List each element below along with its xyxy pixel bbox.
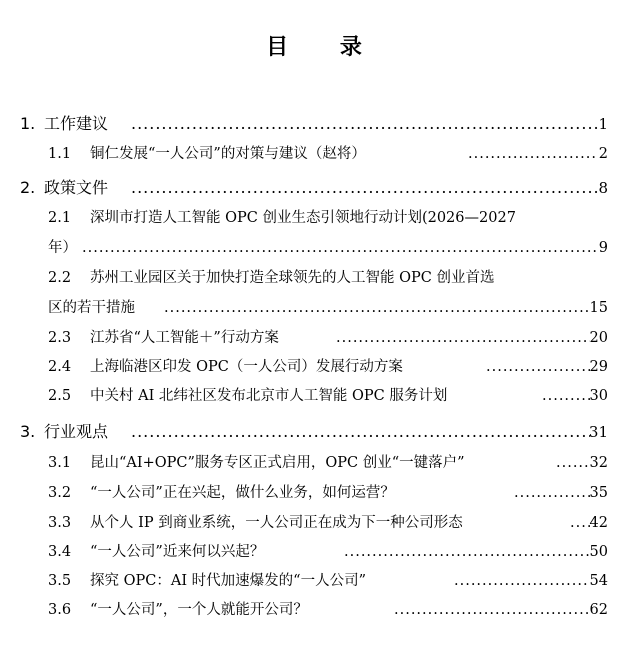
toc-page: 31	[588, 423, 608, 441]
toc-leader	[570, 511, 590, 535]
toc-number: 1.	[20, 114, 36, 133]
toc-label: 政策文件	[44, 178, 109, 197]
toc-entry-2-5[interactable]	[0, 384, 628, 408]
toc-leader	[131, 176, 598, 200]
toc-number: 2.	[20, 178, 36, 197]
toc-leader	[542, 384, 590, 408]
toc-entry-2-2-cont[interactable]	[0, 296, 628, 320]
toc-entry-3-6[interactable]	[0, 598, 628, 622]
toc-page: 15	[589, 300, 608, 316]
toc-number: 3.1	[48, 455, 72, 471]
toc-page: 20	[589, 330, 608, 346]
toc-page: 1	[598, 115, 608, 133]
toc-page: 2	[598, 146, 608, 162]
toc-number: 3.2	[48, 485, 72, 501]
toc-leader	[486, 355, 590, 379]
toc-label-continued: 区的若干措施	[48, 300, 135, 316]
toc-leader	[344, 540, 590, 564]
toc-number: 2.5	[48, 388, 72, 404]
toc-number: 2.1	[48, 210, 72, 226]
toc-label: 中关村 AI 北纬社区发布北京市人工智能 OPC 服务计划	[90, 388, 448, 404]
toc-entry-2-2[interactable]	[0, 266, 628, 290]
toc-entry-1-1[interactable]	[0, 142, 628, 166]
toc-label: 昆山“AI+OPC”服务专区正式启用，OPC 创业“一键落户”	[90, 455, 465, 471]
toc-number: 2.2	[48, 270, 72, 286]
toc-entry-1[interactable]	[0, 112, 628, 136]
toc-page: 54	[589, 573, 608, 589]
toc-number: 3.	[20, 422, 36, 441]
toc-page: 9	[598, 240, 608, 256]
toc-label: “一人公司”近来何以兴起？	[90, 544, 265, 560]
toc-page: 42	[589, 515, 608, 531]
toc-entry-2-4[interactable]	[0, 355, 628, 379]
toc-entry-2[interactable]	[0, 176, 628, 200]
toc-label: 从个人 IP 到商业系统，一人公司正在成为下一种公司形态	[90, 515, 463, 531]
toc-label: 铜仁发展“一人公司”的对策与建议（赵将）	[90, 146, 366, 162]
toc-number: 3.6	[48, 602, 72, 618]
toc-leader	[514, 481, 590, 505]
toc-leader	[556, 451, 590, 475]
toc-page: 8	[598, 179, 608, 197]
toc-page: 30	[589, 388, 608, 404]
toc-label: “一人公司”，一个人就能开公司？	[90, 602, 308, 618]
toc-leader	[454, 569, 590, 593]
toc-page: 62	[589, 602, 608, 618]
toc-entry-2-3[interactable]	[0, 326, 628, 350]
toc-label: “一人公司”正在兴起，做什么业务，如何运营？	[90, 485, 395, 501]
toc-number: 2.3	[48, 330, 72, 346]
toc-leader	[131, 112, 598, 136]
toc-label: 深圳市打造人工智能 OPC 创业生态引领地行动计划(2026—2027	[90, 210, 516, 226]
toc-number: 3.5	[48, 573, 72, 589]
toc-leader	[131, 420, 590, 444]
toc-leader	[336, 326, 590, 350]
toc-label: 探究 OPC：AI 时代加速爆发的“一人公司”	[90, 573, 366, 589]
toc-entry-3[interactable]	[0, 420, 628, 444]
toc-page: 32	[589, 455, 608, 471]
toc-label: 工作建议	[44, 114, 109, 133]
toc-number: 3.4	[48, 544, 72, 560]
toc-entry-2-1-cont[interactable]	[0, 236, 628, 260]
toc-number: 1.1	[48, 146, 72, 162]
toc-leader	[468, 142, 598, 166]
toc-entry-3-4[interactable]	[0, 540, 628, 564]
toc-entry-3-5[interactable]	[0, 569, 628, 593]
toc-number: 3.3	[48, 515, 72, 531]
toc-entry-3-2[interactable]	[0, 481, 628, 505]
toc-leader	[82, 236, 598, 260]
toc-leader	[164, 296, 590, 320]
toc-label: 上海临港区印发 OPC（一人公司）发展行动方案	[90, 359, 403, 375]
toc-label: 江苏省“人工智能＋”行动方案	[90, 330, 279, 346]
toc-label: 行业观点	[44, 422, 109, 441]
toc-number: 2.4	[48, 359, 72, 375]
toc-entry-3-1[interactable]	[0, 451, 628, 475]
toc-page: 50	[589, 544, 608, 560]
toc-entry-3-3[interactable]	[0, 511, 628, 535]
toc-title: 目 录	[266, 35, 384, 60]
toc-label: 苏州工业园区关于加快打造全球领先的人工智能 OPC 创业首选	[90, 270, 495, 286]
toc-entry-2-1[interactable]	[0, 206, 628, 230]
toc-page: 29	[589, 359, 608, 375]
toc-label-continued: 年）	[48, 240, 77, 256]
toc-page: 35	[589, 485, 608, 501]
toc-leader	[394, 598, 590, 622]
